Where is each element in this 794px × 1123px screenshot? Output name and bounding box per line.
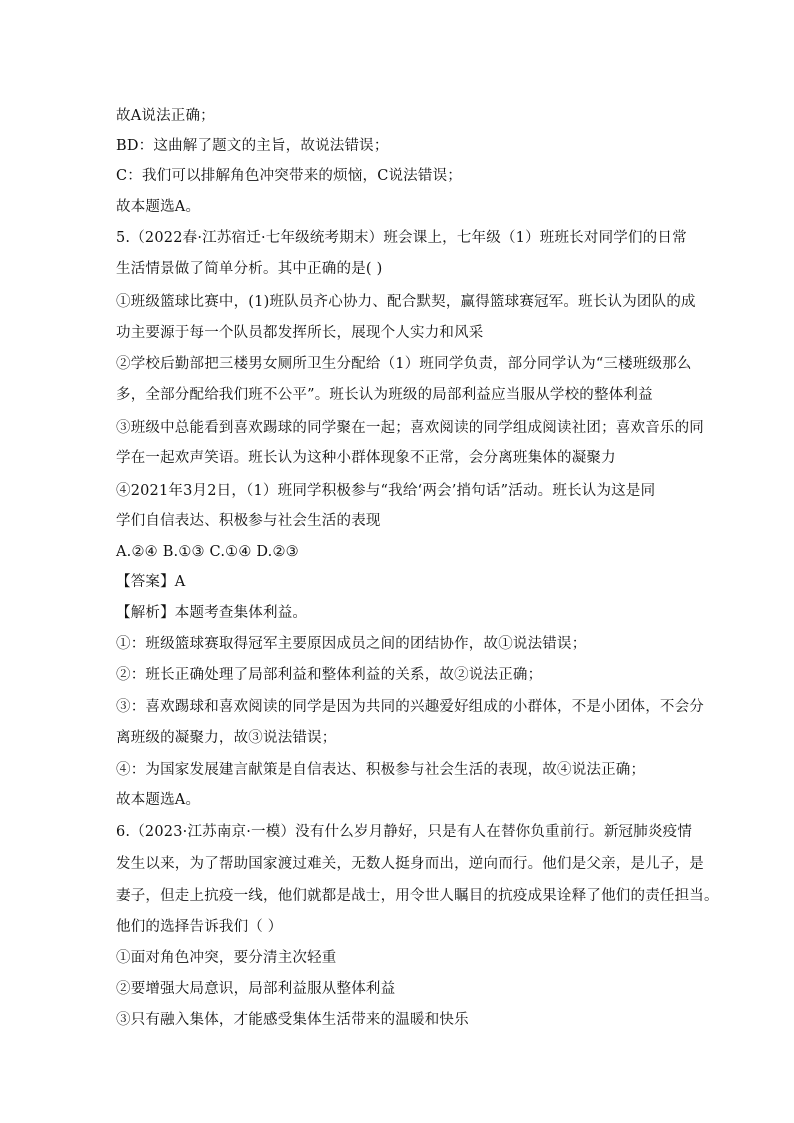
option-statement: ①班级篮球比赛中，(1)班队员齐心协力、配合默契，赢得篮球赛冠军。班长认为团队的成	[116, 294, 696, 310]
question-6-stem: 妻子，但走上抗疫一线，他们就都是战士，用令世人瞩目的抗疫成果诠释了他们的责任担当。	[116, 888, 719, 904]
analysis-line: ③：喜欢踢球和喜欢阅读的同学是因为共同的兴趣爱好组成的小群体，不是小团体，不会分	[116, 699, 704, 715]
option-statement: 学在一起欢声笑语。班长认为这种小群体现象不正常，会分离班集体的凝聚力	[116, 450, 616, 466]
question-6-stem: 6.（2023·江苏南京·一模）没有什么岁月静好，只是有人在替你负重前行。新冠肺炎疫情	[116, 824, 693, 840]
option-statement: ③只有融入集体，才能感受集体生活带来的温暖和快乐	[116, 1012, 469, 1028]
question-5-stem: 生活情景做了简单分析。其中正确的是( )	[116, 261, 383, 277]
analysis-line: 离班级的凝聚力，故③说法错误；	[116, 730, 337, 746]
option-statement: 学们自信表达、积极参与社会生活的表现	[116, 513, 381, 529]
question-6-stem: 他们的选择告诉我们（ ）	[116, 919, 283, 935]
option-statement: 多，全部分配给我们班不公平”。班长认为班级的局部利益应当服从学校的整体利益	[116, 387, 653, 403]
option-statement: ④2021年3月2日，（1）班同学积极参与“我给‘两会’捎句话”活动。班长认为这是同	[116, 483, 656, 499]
text-line: 故A说法正确；	[116, 108, 215, 124]
text-line: C：我们可以排解角色冲突带来的烦恼，C说法错误；	[116, 168, 462, 184]
option-statement: ②要增强大局意识，局部利益服从整体利益	[116, 981, 396, 997]
question-5-stem: 5.（2022春·江苏宿迁·七年级统考期末）班会课上，七年级（1）班班长对同学们的日常	[116, 230, 687, 246]
text-line: BD：这曲解了题文的主旨，故说法错误；	[116, 138, 389, 154]
answer-choices: A.②④ B.①③ C.①④ D.②③	[116, 544, 299, 560]
analysis-line: ①：班级篮球赛取得冠军主要原因成员之间的团结协作，故①说法错误；	[116, 636, 587, 652]
analysis-line: ④：为国家发展建言献策是自信表达、积极参与社会生活的表现，故④说法正确；	[116, 762, 646, 778]
option-statement: ①面对角色冲突，要分清主次轻重	[116, 950, 337, 966]
option-statement: 功主要源于每一个队员都发挥所长，展现个人实力和风采	[116, 325, 484, 341]
analysis-label: 【解析】本题考查集体利益。	[116, 605, 308, 621]
analysis-line: ②：班长正确处理了局部利益和整体利益的关系，故②说法正确；	[116, 667, 543, 683]
option-statement: ③班级中总能看到喜欢踢球的同学聚在一起；喜欢阅读的同学组成阅读社团；喜欢音乐的同	[116, 420, 704, 436]
text-line: 故本题选A。	[116, 199, 201, 215]
option-statement: ②学校后勤部把三楼男女厕所卫生分配给（1）班同学负责，部分同学认为“三楼班级那么	[116, 356, 692, 372]
answer-label: 【答案】A	[116, 574, 186, 590]
question-6-stem: 发生以来，为了帮助国家渡过难关，无数人挺身而出，逆向而行。他们是父亲，是儿子，是	[116, 856, 704, 872]
text-line: 故本题选A。	[116, 792, 201, 808]
